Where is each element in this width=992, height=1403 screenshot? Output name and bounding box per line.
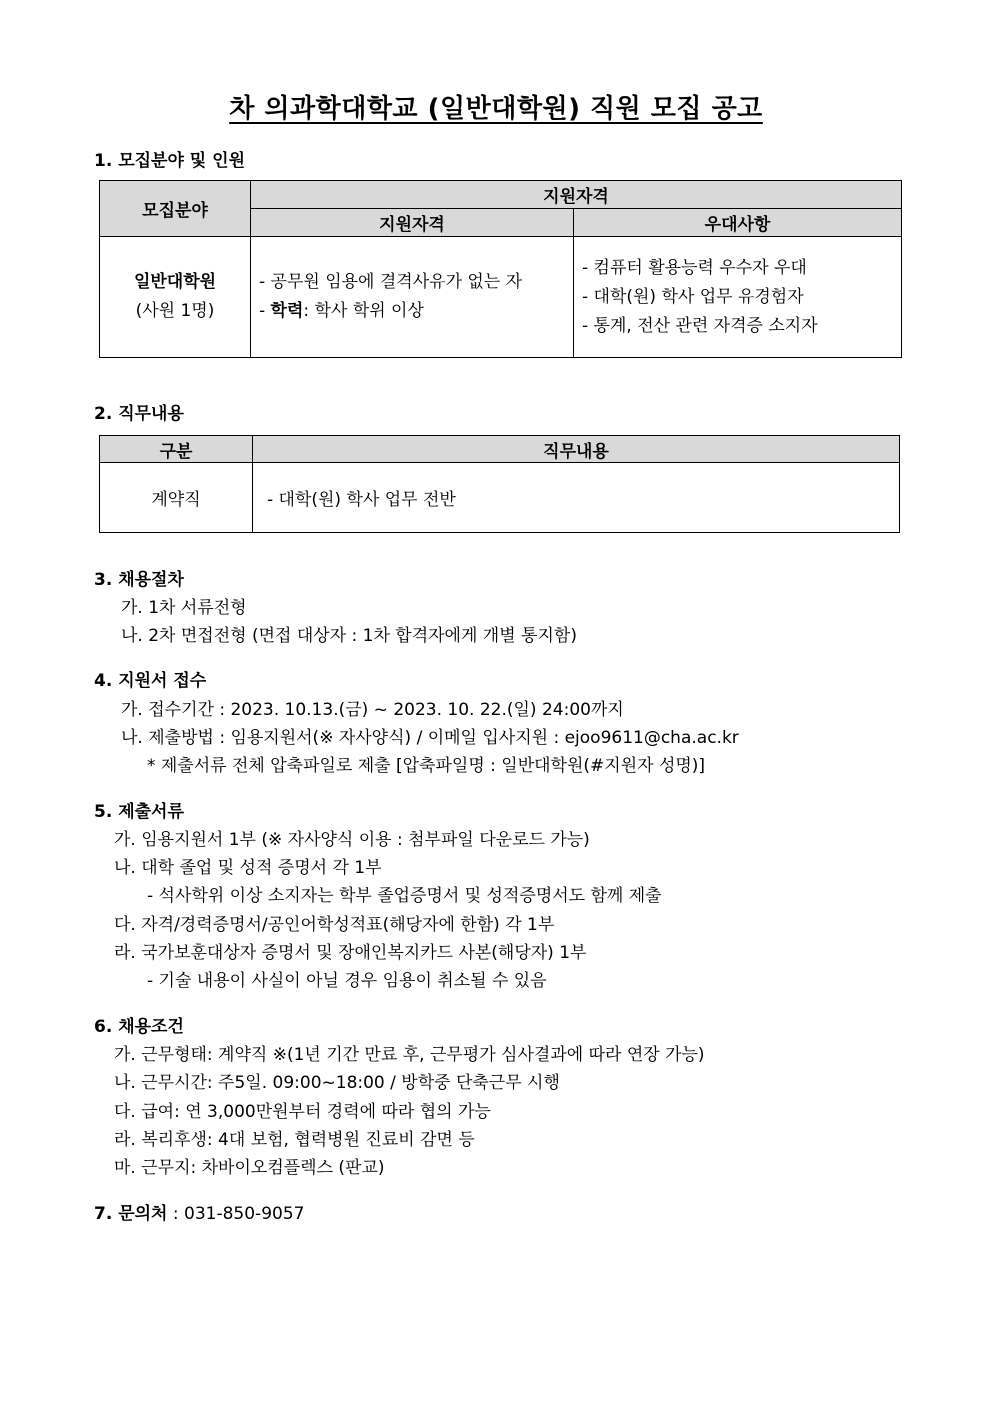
header-qual-group: 지원자격 (251, 181, 902, 209)
qual-cell (251, 237, 574, 358)
section-2-heading: 2. 직무내용 (94, 404, 184, 424)
application-note: * 제출서류 전체 압축파일로 제출 [압축파일명 : 일반대학원(#지원자 성명)] (147, 756, 706, 776)
condition-item: 다. 급여: 연 3,000만원부터 경력에 따라 협의 가능 (114, 1102, 491, 1122)
document-item: 라. 국가보훈대상자 증명서 및 장애인복지카드 사본(해당자) 1부 (114, 943, 587, 963)
header-type: 구분 (100, 436, 253, 463)
application-item: 가. 접수기간 : 2023. 10.13.(금) ~ 2023. 10. 22.(일) 24:00까지 (121, 700, 624, 720)
document-item: 나. 대학 졸업 및 성적 증명서 각 1부 (114, 858, 382, 878)
pref-item: - 컴퓨터 활용능력 우수자 우대 (582, 257, 807, 278)
section-5-heading: 5. 제출서류 (94, 802, 184, 822)
process-item: 가. 1차 서류전형 (121, 598, 247, 618)
header-qual: 지원자격 (251, 209, 574, 237)
recruitment-table (99, 180, 902, 358)
process-item: 나. 2차 면접전형 (면접 대상자 : 1차 합격자에게 개별 통지함) (121, 626, 577, 646)
contact-line: 7. 문의처 : 031-850-9057 (94, 1204, 305, 1224)
section-6-heading: 6. 채용조건 (94, 1017, 184, 1037)
section-4-heading: 4. 지원서 접수 (94, 671, 207, 691)
duty-table (99, 435, 900, 533)
pref-item: - 대학(원) 학사 업무 유경험자 (582, 286, 804, 307)
pref-cell (574, 237, 902, 358)
header-duty: 직무내용 (253, 436, 900, 463)
pref-item: - 통계, 전산 관련 자격증 소지자 (582, 315, 818, 336)
qual-item: - 공무원 임용에 결격사유가 없는 자 (259, 272, 523, 292)
condition-item: 마. 근무지: 차바이오컴플렉스 (판교) (114, 1158, 385, 1178)
duty-cell: - 대학(원) 학사 업무 전반 (253, 463, 900, 533)
application-item: 나. 제출방법 : 임용지원서(※ 자사양식) / 이메일 입사지원 : ejoo9611@cha.ac.kr (121, 728, 739, 748)
contact-phone: 031-850-9057 (184, 1204, 305, 1224)
condition-item: 나. 근무시간: 주5일. 09:00~18:00 / 방학중 단축근무 시행 (114, 1073, 560, 1093)
section-7-heading: 7. 문의처 (94, 1204, 168, 1224)
field-name: 일반대학원 (133, 272, 217, 292)
field-count: (사원 1명) (135, 301, 215, 321)
header-field: 모집분야 (100, 181, 251, 237)
document-note: - 석사학위 이상 소지자는 학부 졸업증명서 및 성적증명서도 함께 제출 (147, 886, 662, 906)
condition-item: 가. 근무형태: 계약직 ※(1년 기간 만료 후, 근무평가 심사결과에 따라 연장 가능) (114, 1045, 705, 1065)
document-item: 가. 임용지원서 1부 (※ 자사양식 이용 : 첨부파일 다운로드 가능) (114, 830, 590, 850)
condition-item: 라. 복리후생: 4대 보험, 협력병원 진료비 감면 등 (114, 1130, 475, 1150)
header-pref: 우대사항 (574, 209, 902, 237)
qual-item: - 학력: 학사 학위 이상 (259, 301, 424, 321)
type-cell: 계약직 (100, 463, 253, 533)
page-title: 차 의과학대학교 (일반대학원) 직원 모집 공고 (229, 94, 763, 124)
field-cell (100, 237, 251, 358)
section-1-heading: 1. 모집분야 및 인원 (94, 151, 245, 171)
document-note: - 기술 내용이 사실이 아닐 경우 임용이 취소될 수 있음 (147, 971, 547, 991)
section-3-heading: 3. 채용절차 (94, 570, 184, 590)
document-item: 다. 자격/경력증명서/공인어학성적표(해당자에 한함) 각 1부 (114, 915, 555, 935)
